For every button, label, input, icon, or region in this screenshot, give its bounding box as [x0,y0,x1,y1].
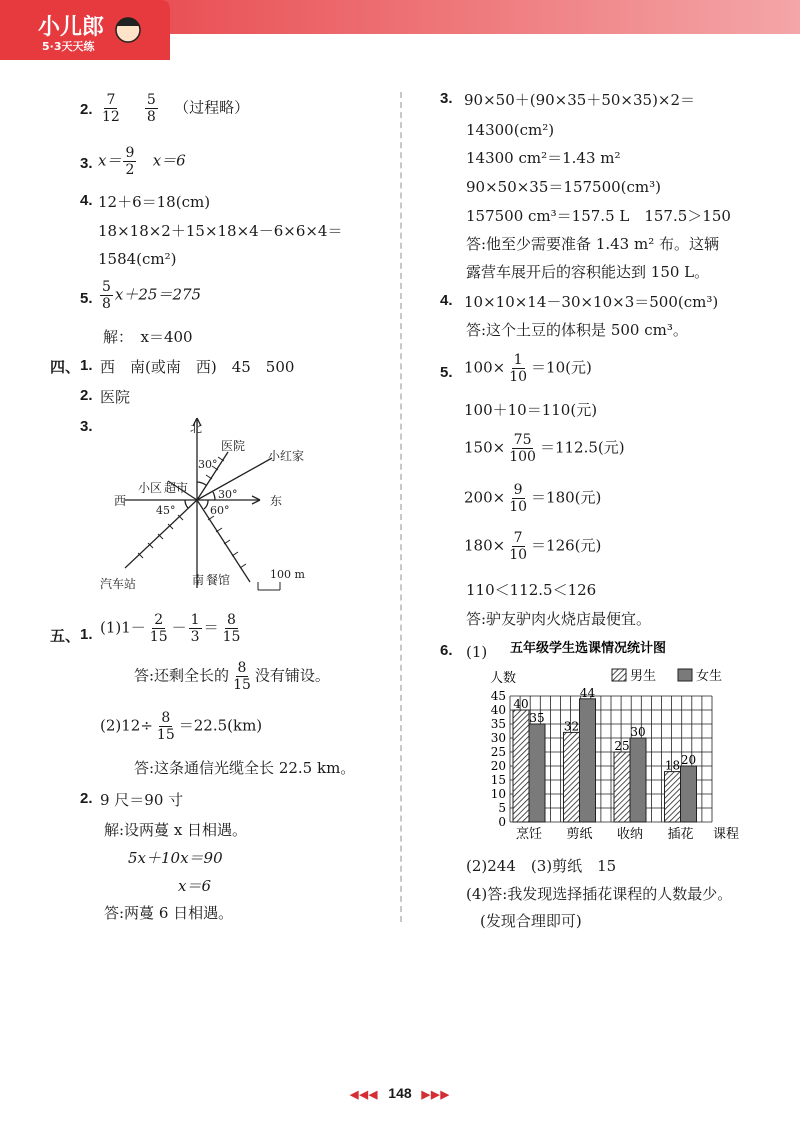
s5-q1-answer1: 答:还剩全长的 $\frac{8}{15}$ 没有铺设。 [134,660,330,693]
q5-equation: $\frac{5}{8}$ x＋25＝275 [102,279,202,312]
fraction: $\frac{1}{10}$ [509,352,528,385]
q5-number: 5. [80,290,93,307]
fraction: $\frac{9}{10}$ [509,482,528,515]
bar-value-label: 18 [664,758,681,773]
community-label: 小区 [138,481,163,495]
r-q5-line1: 100× $\frac{1}{10}$ ＝10(元) [464,352,592,385]
q2-answer: $\frac{7}{12}$ $\frac{5}{8}$ （过程略） [102,92,250,125]
s5-q2-number: 2. [80,790,93,807]
r-q3-line2: 14300(cm²) [466,121,555,139]
angle-60: 60° [210,504,230,517]
legend-label-girls: 女生 [696,669,723,684]
bar-value-label: 44 [579,685,596,700]
r-q3-line7: 露营车展开后的容积能达到 150 L。 [466,263,710,281]
direction-map [100,410,340,600]
q2-number: 2. [80,101,93,118]
r-q3-line1: 90×50＋(90×35＋50×35)×2＝ [464,91,696,109]
north-label: 北 [190,421,203,435]
s4-q1-number: 1. [80,357,93,374]
s4-q2-number: 2. [80,387,93,404]
fraction: $\frac{75}{100}$ [509,432,536,465]
y-tick-label: 35 [490,717,506,731]
fraction: $\frac{2}{15}$ [149,612,168,645]
r-q6-part1: (1) [466,643,488,661]
restaurant-label: 餐馆 [206,573,231,587]
x-axis-label: 课程 [712,827,740,842]
bar-value-label: 32 [563,719,580,734]
fraction: $\frac{8}{15}$ [156,710,175,743]
y-tick-label: 45 [490,689,506,703]
bar-value-label: 20 [680,753,697,767]
bar-男生-剪纸 [564,732,580,822]
s5-q2-line4: x＝6 [178,877,212,895]
legend-label-boys: 男生 [630,669,657,684]
y-axis-label: 人数 [490,671,517,686]
fraction: $\frac{1}{3}$ [190,612,200,645]
section-4-label: 四、 [50,358,81,376]
bar-男生-插花 [665,772,681,822]
r-q4-line1: 10×10×14－30×10×3＝500(cm³) [464,293,719,311]
angle-30-north: 30° [198,458,218,471]
y-tick-label: 30 [490,731,506,745]
r-q5-line3: 150× $\frac{75}{100}$ ＝112.5(元) [464,432,625,465]
bar-女生-剪纸 [580,699,596,822]
logo-title: 小儿郎 [38,15,105,40]
page-footer [350,1085,450,1101]
q3-answer: x＝ $\frac{9}{2}$ x＝6 [98,145,186,178]
r-q3-line4: 90×50×35＝157500(cm³) [466,178,662,196]
s5-q2-line3: 5x＋10x＝90 [128,849,223,867]
q4-number: 4. [80,192,93,209]
s5-q2-line1: 9 尺＝90 寸 [100,791,184,809]
y-tick-label: 10 [490,787,506,801]
chart-title: 五年级学生选课情况统计图 [510,641,667,656]
s4-q1-answer: 西 南(或南 西) 45 500 [100,358,295,376]
r-q5-line6: 110＜112.5＜126 [466,581,597,599]
q4-line2: 18×18×2＋15×18×4－6×6×4＝ [98,222,343,240]
r-q6-part2: (2)244 (3)剪纸 15 [466,857,617,875]
fraction: $\frac{5}{8}$ [146,92,156,125]
s5-q1-number: 1. [80,626,93,643]
supermarket-label: 超市 [164,481,189,495]
column-divider [400,92,402,922]
s5-q2-answer: 答:两蔓 6 日相遇。 [104,904,234,922]
y-tick-label: 15 [490,773,506,787]
x-category-label: 剪纸 [566,827,593,842]
left-arrows-icon: ◀◀◀ [350,1089,379,1101]
s4-q3-number: 3. [80,418,93,435]
q4-line1: 12＋6＝18(cm) [98,193,211,211]
station-label: 汽车站 [100,577,137,591]
r-q5-answer: 答:驴友驴肉火烧店最便宜。 [466,610,652,628]
south-label: 南 [192,573,205,587]
bar-女生-烹饪 [529,724,545,822]
bar-value-label: 35 [529,711,545,725]
xiaohong-label: 小红家 [268,449,305,463]
bar-value-label: 30 [630,725,646,739]
y-tick-label: 0 [498,815,506,829]
fraction: $\frac{7}{12}$ [102,92,120,125]
bar-女生-插花 [681,766,697,822]
r-q5-line4: 200× $\frac{9}{10}$ ＝180(元) [464,482,602,515]
y-tick-label: 5 [498,801,506,815]
bar-value-label: 25 [614,739,630,753]
fraction: $\frac{8}{15}$ [233,660,251,693]
s5-q1-part2: (2)12÷ $\frac{8}{15}$ ＝22.5(km) [100,710,263,743]
legend-swatch-girls [678,669,692,681]
legend-swatch-boys [612,669,626,681]
r-q3-number: 3. [440,90,453,107]
s4-q2-answer: 医院 [100,388,131,406]
page-number: 148 [388,1085,412,1101]
r-q3-line3: 14300 cm²＝1.43 m² [466,149,621,167]
right-arrows-icon: ▶▶▶ [421,1089,450,1101]
angle-30-east: 30° [218,488,238,501]
east-label: 东 [270,494,283,508]
y-tick-label: 20 [490,759,506,773]
x-category-label: 烹饪 [515,827,543,842]
bar-男生-烹饪 [513,710,529,822]
r-q6-note: (发现合理即可) [480,912,582,930]
x-category-label: 收纳 [616,827,644,842]
r-q5-number: 5. [440,364,453,381]
fraction: $\frac{7}{10}$ [509,530,528,563]
section-5-label: 五、 [50,627,81,645]
y-tick-label: 25 [490,745,506,759]
q5-solution: 解： x＝400 [103,328,193,346]
q3-number: 3. [80,155,93,172]
fraction: $\frac{5}{8}$ [102,279,111,312]
scale-ticks [138,457,283,590]
scale-label: 100 m [270,568,305,581]
hospital-label: 医院 [221,439,246,453]
r-q4-line2: 答:这个土豆的体积是 500 cm³。 [466,321,688,339]
logo-subtitle: 5·3天天练 [42,40,95,53]
r-q3-line5: 157500 cm³＝157.5 L 157.5＞150 [466,207,731,225]
fraction: $\frac{8}{15}$ [222,612,241,645]
header-banner [0,0,800,60]
x-category-label: 插花 [667,827,694,842]
bar-男生-收纳 [614,752,630,822]
r-q6-number: 6. [440,642,453,659]
angle-45: 45° [156,504,176,517]
y-tick-label: 40 [490,703,506,717]
west-label: 西 [114,494,127,508]
r-q5-line5: 180× $\frac{7}{10}$ ＝126(元) [464,530,602,563]
fraction: $\frac{9}{2}$ [125,145,135,178]
s5-q2-line2: 解:设两蔓 x 日相遇。 [104,821,248,839]
course-selection-bar-chart [470,636,770,846]
r-q3-line6: 答:他至少需要准备 1.43 m² 布。这辆 [466,235,719,253]
s5-q1-part1: (1)1－ $\frac{2}{15}$ － $\frac{1}{3}$ ＝ $\frac{8}{15}$ [100,612,241,645]
header-background [0,0,800,60]
s5-q1-answer2: 答:这条通信光缆全长 22.5 km。 [134,759,356,777]
r-q5-line2: 100＋10＝110(元) [464,401,598,419]
bar-value-label: 40 [513,697,529,711]
r-q4-number: 4. [440,292,453,309]
bar-女生-收纳 [630,738,646,822]
r-q6-part4: (4)答:我发现选择插花课程的人数最少。 [466,885,733,903]
q4-line3: 1584(cm²) [98,250,177,268]
